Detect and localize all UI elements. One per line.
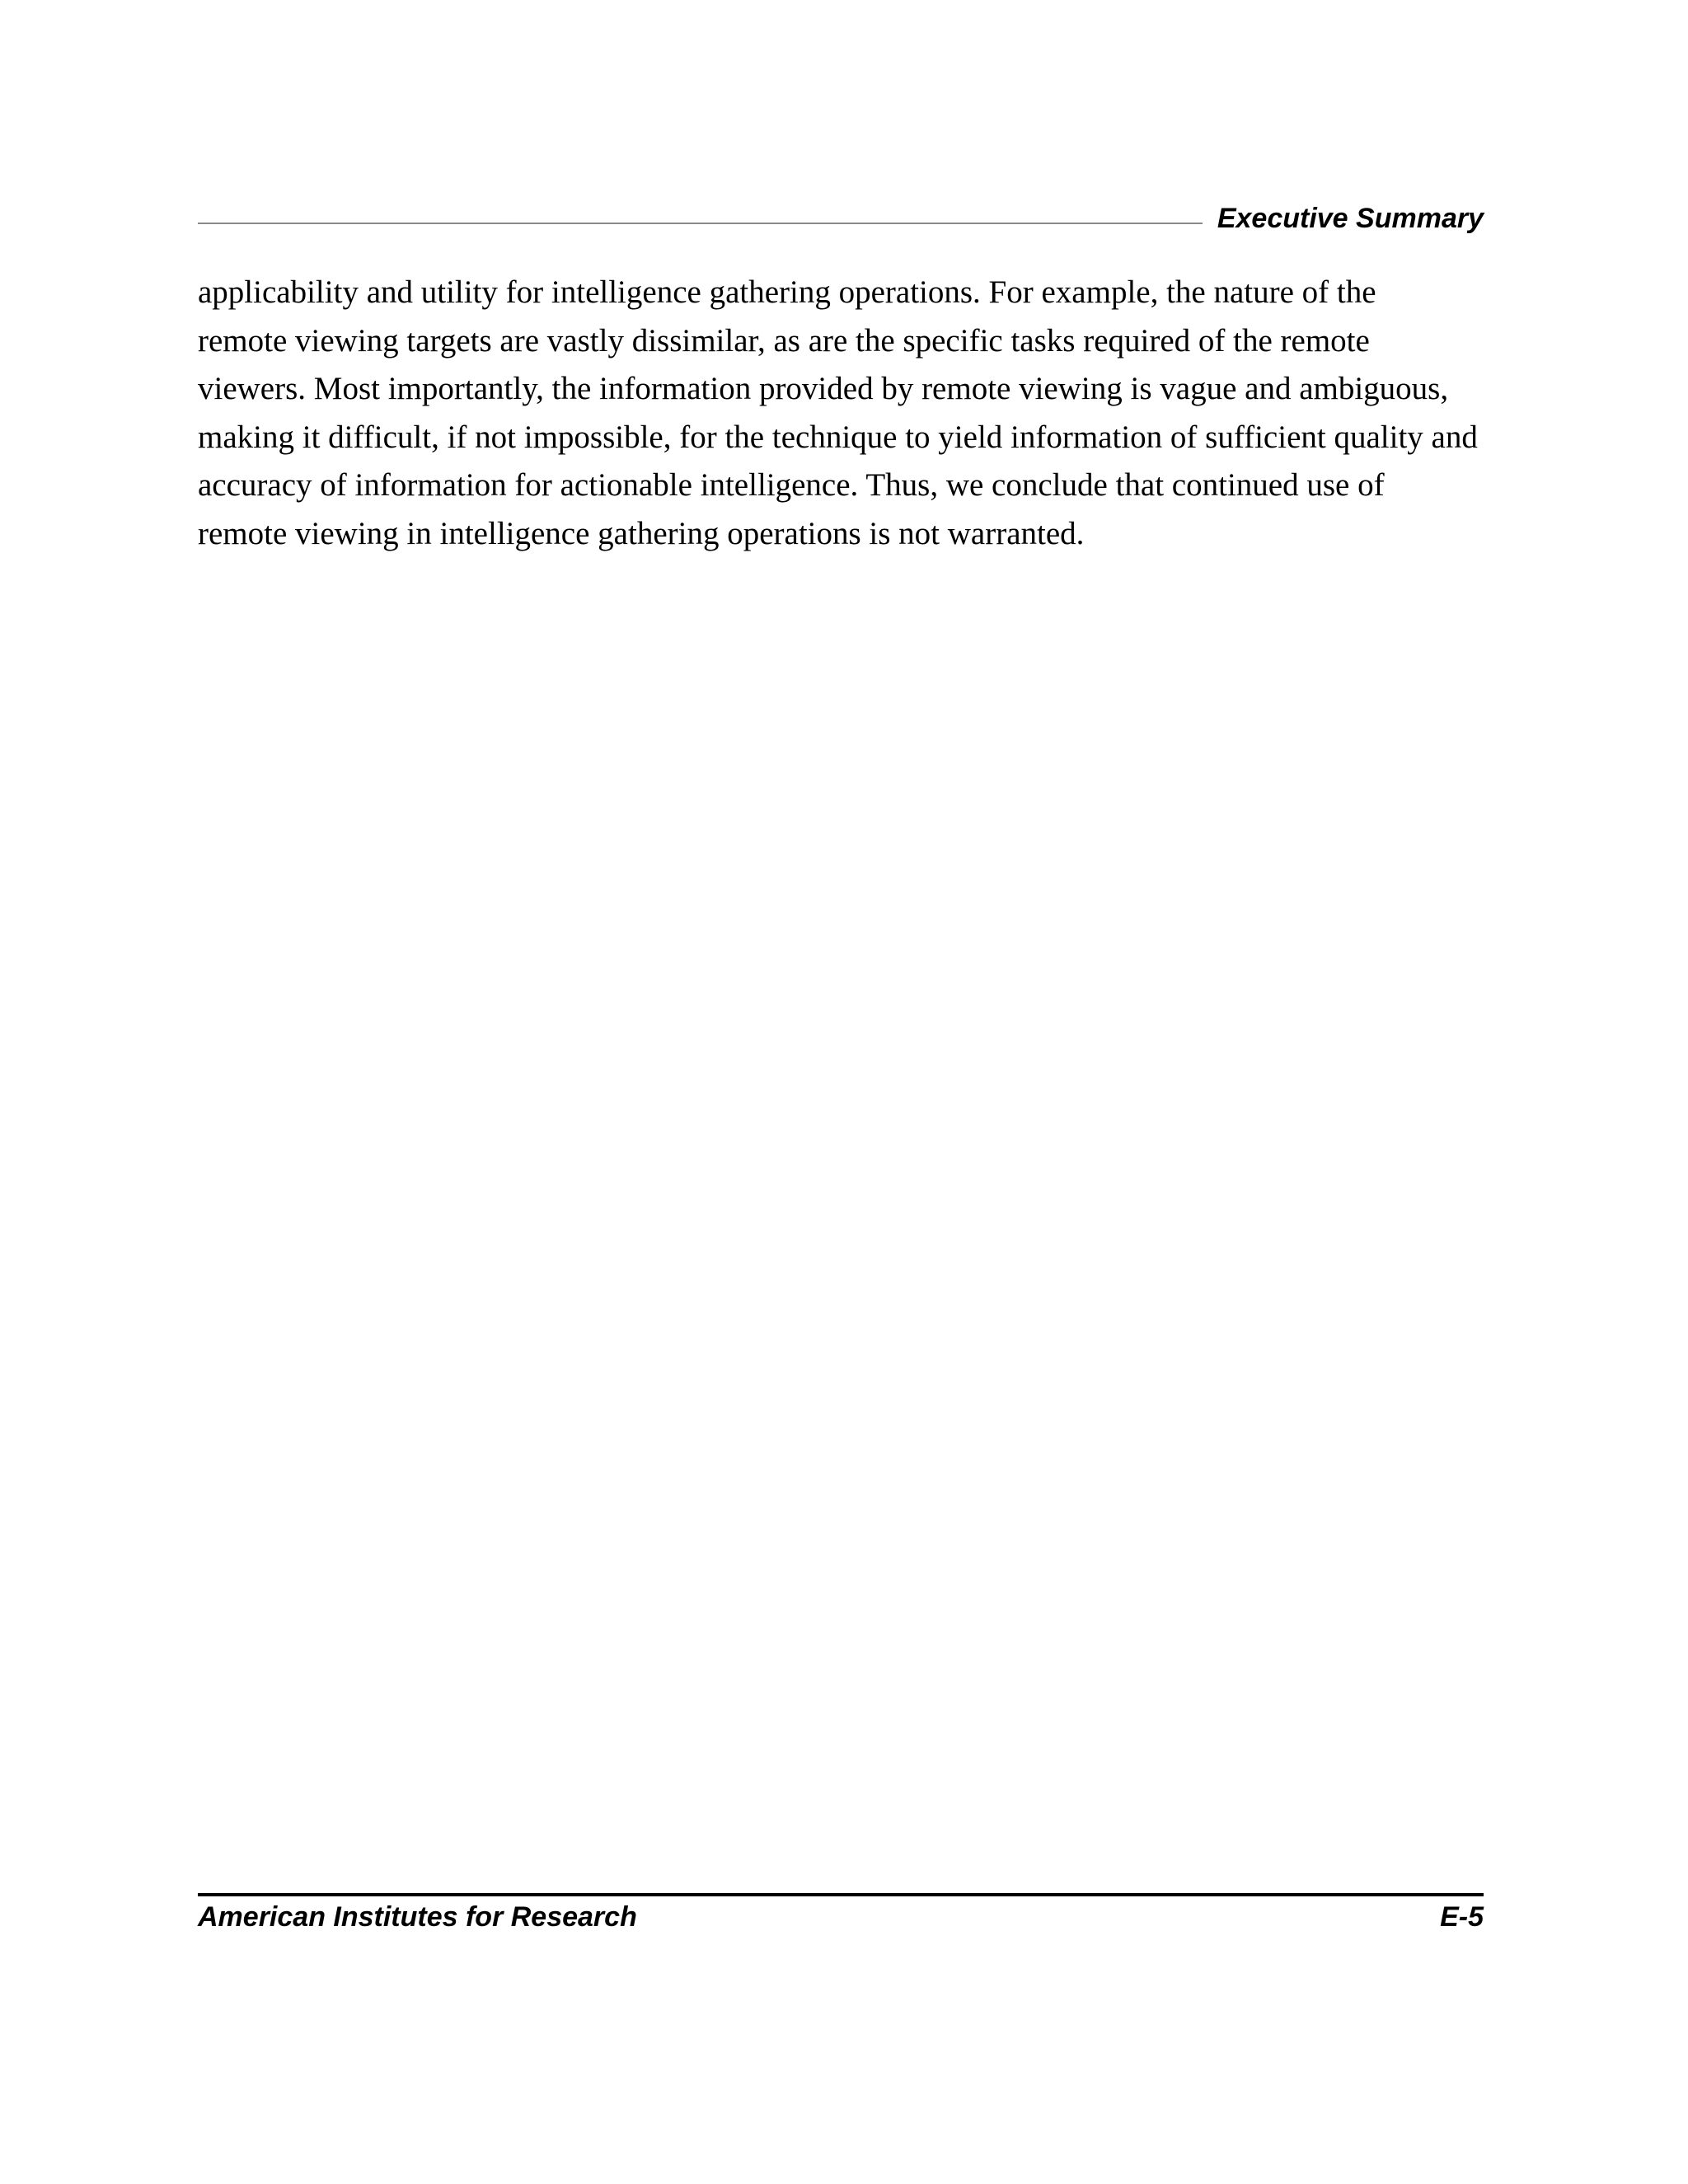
footer-rule <box>198 1893 1484 1896</box>
footer-organization: American Institutes for Research <box>198 1901 637 1933</box>
header-rule <box>198 223 1203 224</box>
page-header <box>198 194 1484 234</box>
paragraph-line: remote viewing in intelligence gathering operations is not warranted. <box>198 515 1085 551</box>
paragraph-line: viewers. Most importantly, the information provided by remote viewing is vague and ambiguous, <box>198 371 1449 406</box>
paragraph-line: accuracy of information for actionable intelligence. Thus, we conclude that continued use of <box>198 467 1385 503</box>
body-paragraph <box>198 269 1492 558</box>
page-number: E-5 <box>1440 1901 1484 1933</box>
page-footer <box>198 1900 1484 1934</box>
paragraph-line: remote viewing targets are vastly dissimilar, as are the specific tasks required of the remote <box>198 322 1370 359</box>
paragraph-line: applicability and utility for intelligence gathering operations. For example, the nature of the <box>198 274 1376 310</box>
section-title: Executive Summary <box>1217 203 1484 234</box>
paragraph-line: making it difficult, if not impossible, for the technique to yield information of sufficient quality and <box>198 419 1478 455</box>
